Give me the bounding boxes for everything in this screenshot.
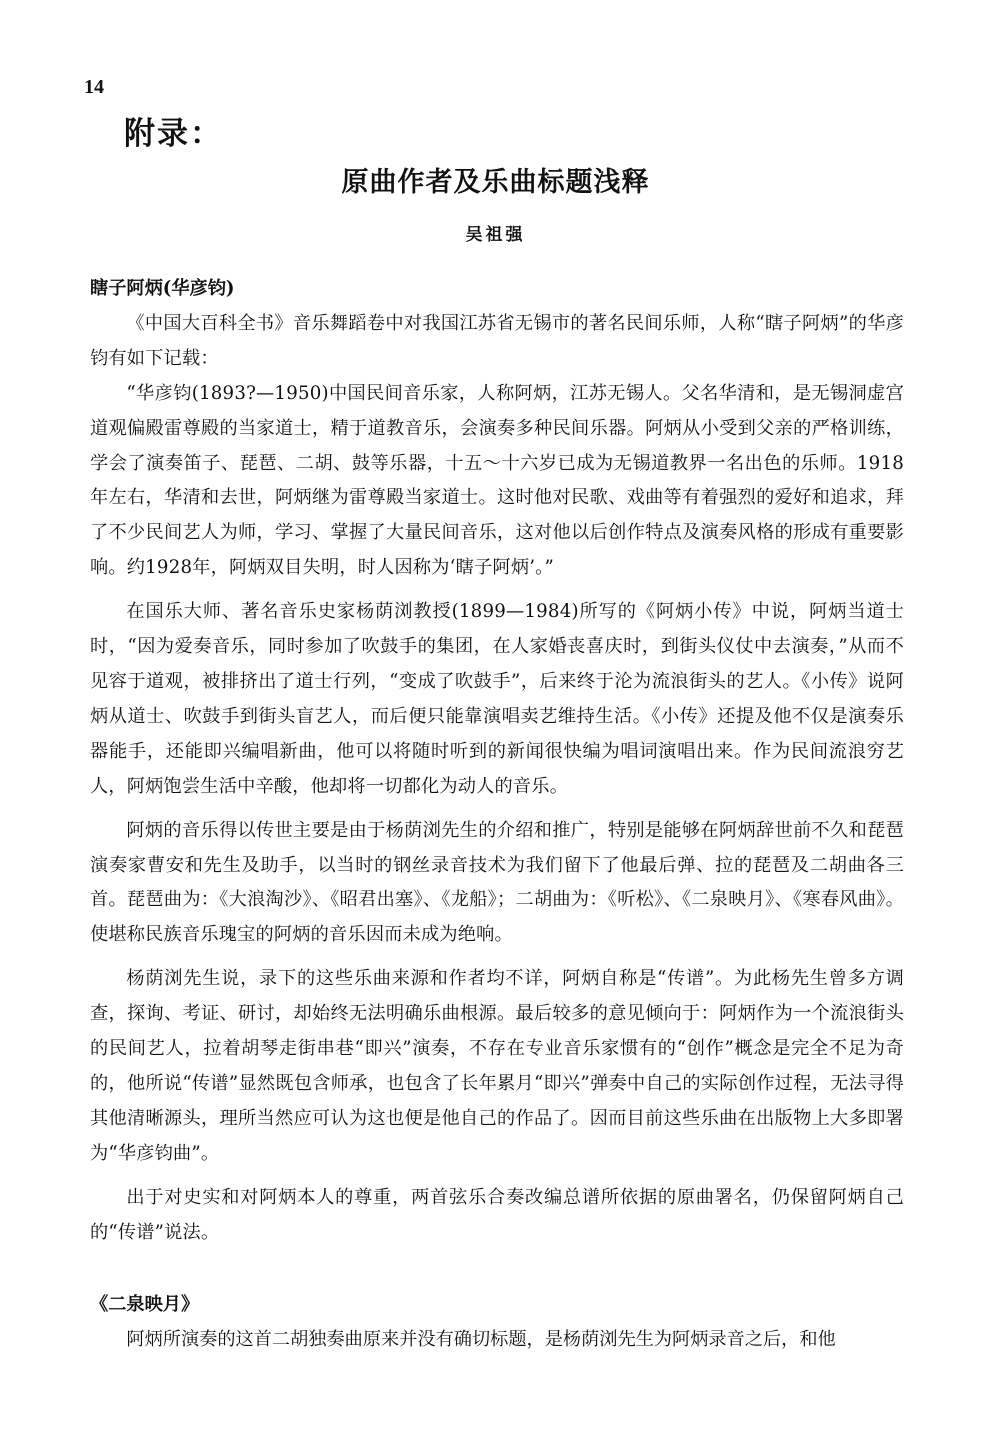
paragraph: 阿炳所演奏的这首二胡独奏曲原来并没有确切标题，是杨荫浏先生为阿炳录音之后，和他: [126, 1329, 836, 1351]
article-body: [90, 272, 904, 1358]
paragraph: 《中国大百科全书》音乐舞蹈卷中对我国江苏省无锡市的著名民间乐师，人称“瞎子阿炳”的华彦钧有如下记载：: [90, 312, 904, 369]
paragraph: 阿炳的音乐得以传世主要是由于杨荫浏先生的介绍和推广，特别是能够在阿炳辞世前不久和琵琶演奏家曹安和先生及助手，以当时的钢丝录音技术为我们留下了他最后弹、拉的琵琶及二胡曲各三首。琵琶曲为：《大浪淘沙》、《昭君出塞》、《龙船》；二胡曲为：《听松》、《二泉映月》、《寒春风曲》。使堪称民族音乐瑰宝的阿炳的音乐因而未成为绝响。: [90, 819, 904, 946]
page-title: 原曲作者及乐曲标题浅释: [341, 167, 650, 198]
appendix-title: 附录：: [124, 116, 223, 152]
paragraph: “华彦钧(1893?—1950)中国民间音乐家，人称阿炳，江苏无锡人。父名华清和，是无锡洞虚宫道观偏殿雷尊殿的当家道士，精于道教音乐，会演奏多种民间乐器。阿炳从小受到父亲的严格训练，学会了演奏笛子、琵琶、二胡、鼓等乐器，十五～十六岁已成为无锡道教界一名出色的乐师。1918年左右，华清和去世，阿炳继为雷尊殿当家道士。这时他对民歌、戏曲等有着强烈的爱好和追求，拜了不少民间艺人为师，学习、掌握了大量民间音乐，这对他以后创作特点及演奏风格的形成有重要影响。约1928年，阿炳双目失明，时人因称为‘瞎子阿炳’。”: [90, 382, 904, 579]
section-heading-abing: 瞎子阿炳(华彦钧): [90, 278, 235, 299]
section-heading-erquan: 《二泉映月》: [90, 1294, 200, 1316]
page-number: 14: [84, 76, 104, 98]
paragraph: 杨荫浏先生说，录下的这些乐曲来源和作者均不详，阿炳自称是“传谱”。为此杨先生曾多方调查，探询、考证、研讨，却始终无法明确乐曲根源。最后较多的意见倾向于：阿炳作为一个流浪街头的民间艺人，拉着胡琴走街串巷“即兴”演奏，不存在专业音乐家惯有的“创作”概念是完全不足为奇的，他所说“传谱”显然既包含师承，也包含了长年累月“即兴”弹奏中自己的实际创作过程，无法寻得其他清晰源头，理所当然应可认为这也便是他自己的作品了。因而目前这些乐曲在出版物上大多即署为“华彦钧曲”。: [90, 968, 904, 1164]
author-name: 吴祖强: [465, 225, 526, 245]
paragraph: 在国乐大师、著名音乐史家杨荫浏教授(1899—1984)所写的《阿炳小传》中说，阿炳当道士时，“因为爱奏音乐，同时参加了吹鼓手的集团，在人家婚丧喜庆时，到街头仪仗中去演奏，”从而不见容于道观，被排挤出了道士行列，“变成了吹鼓手”，后来终于沦为流浪街头的艺人。《小传》说阿炳从道士、吹鼓手到街头盲艺人，而后便只能靠演唱卖艺维持生活。《小传》还提及他不仅是演奏乐器能手，还能即兴编唱新曲，他可以将随时听到的新闻很快编为唱词演唱出来。作为民间流浪穷艺人，阿炳饱尝生活中辛酸，他却将一切都化为动人的音乐。: [90, 601, 904, 797]
paragraph: 出于对史实和对阿炳本人的尊重，两首弦乐合奏改编总谱所依据的原曲署名，仍保留阿炳自己的“传谱”说法。: [90, 1186, 904, 1243]
